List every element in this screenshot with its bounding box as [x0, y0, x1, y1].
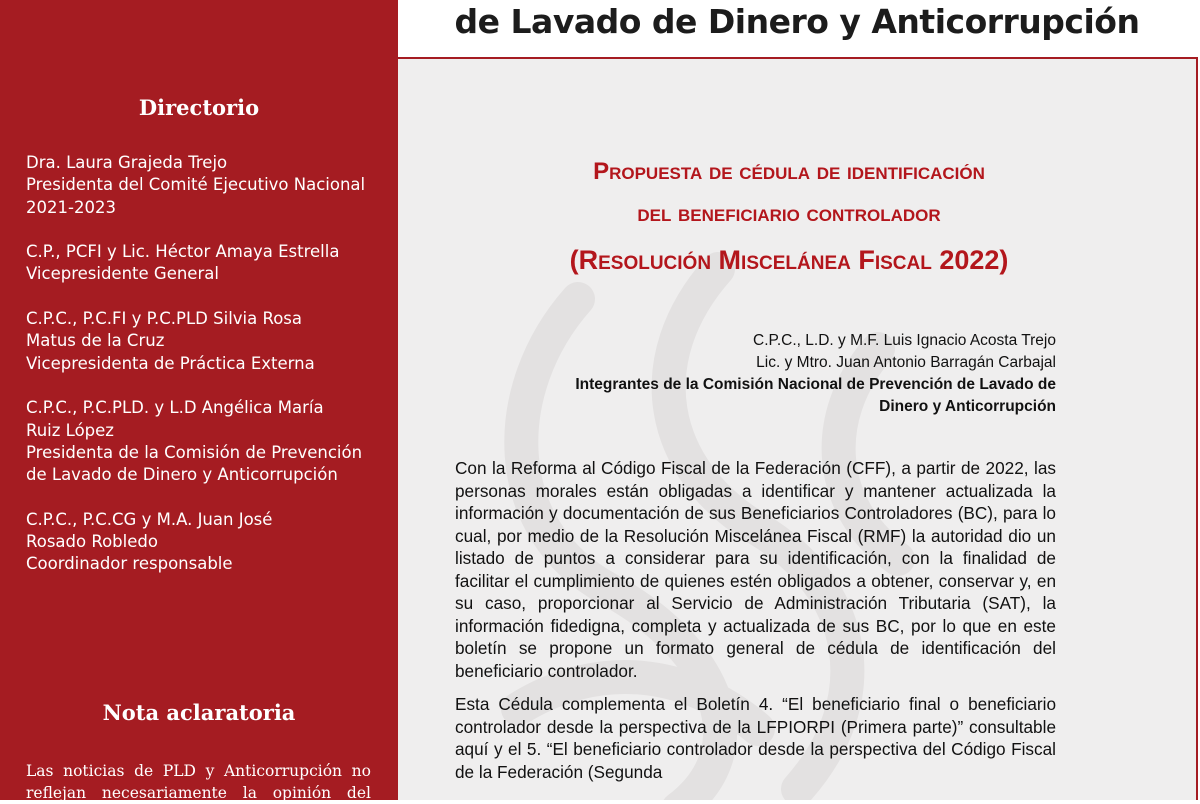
entry-name: C.P.C., P.C.CG y M.A. Juan José Rosado Robledo: [26, 509, 273, 552]
entry-role: Vicepresidenta de Práctica Externa: [26, 353, 315, 373]
entry-name: C.P.C., P.C.PLD. y L.D Angélica María Ruiz López: [26, 398, 324, 440]
document-title: [438, 151, 1140, 285]
paragraph: Esta Cédula complementa el Boletín 4. “El beneficiario final o beneficiario controlador desde la perspectiva de la LFPIORPI (Primera parte)” consultable aquí y el 5. “El beneficiario controlador desde la perspectiva del Código Fiscal de la Federación (Segunda: [455, 694, 1056, 782]
author-line: C.P.C., L.D. y M.F. Luis Ignacio Acosta Trejo: [753, 332, 1056, 349]
directory-entry: [26, 308, 386, 375]
nota-heading: Nota aclaratoria: [102, 700, 296, 725]
header: [398, 0, 1200, 57]
title-line: Propuesta de cédula de identificación: [593, 158, 985, 185]
title-line: (Resolución Miscelánea Fiscal 2022): [569, 245, 1009, 275]
authors-block: [458, 330, 1056, 418]
entry-role: Vicepresidente General: [26, 264, 219, 284]
entry-name: C.P.C., P.C.FI y P.C.PLD Silvia Rosa Matus de la Cruz: [26, 309, 303, 351]
author-line: Lic. y Mtro. Juan Antonio Barragán Carbajal: [756, 354, 1056, 371]
main-panel: [398, 57, 1198, 800]
body-text: [455, 457, 1056, 794]
affiliation-line: Integrantes de la Comisión Nacional de Prevención de Lavado de: [575, 376, 1056, 393]
nota-text: Las noticias de PLD y Anticorrupción no reflejan necesariamente la opinión del: [26, 762, 371, 802]
directory-entry: [26, 509, 386, 576]
directorio-heading: Directorio: [138, 95, 260, 120]
title-line: del beneficiario controlador: [637, 200, 941, 227]
directory-entry: [26, 152, 386, 219]
entry-name: C.P., PCFI y Lic. Héctor Amaya Estrella: [26, 242, 340, 262]
entry-role: Presidenta de la Comisión de Prevención de Lavado de Dinero y Anticorrupción: [26, 442, 363, 485]
directory-entry: [26, 397, 386, 486]
entry-role: Presidenta del Comité Ejecutivo Nacional 2021-2023: [26, 175, 366, 217]
affiliation-line: Dinero y Anticorrupción: [879, 398, 1056, 415]
entry-role: Coordinador responsable: [26, 554, 233, 574]
directory-entry: [26, 241, 386, 286]
paragraph: Con la Reforma al Código Fiscal de la Federación (CFF), a partir de 2022, las personas morales están obligadas a identificar y mantener actualizada la información y documentación de sus Beneficiarios Controladores (BC), para lo cual, por medio de la Resolución Miscelánea Fiscal (RMF) la autoridad dio un listado de puntos a considerar para su identificación, con la finalidad de facilitar el cumplimiento de quienes estén obligados a obtener, conservar y, en su caso, proporcionar al Servicio de Administración Tributaria (SAT), la información fidedigna, completa y actualizada de sus BC, por lo que en este boletín se propone un formato general de cédula de identificación del beneficiario controlador.: [455, 458, 1056, 681]
sidebar: [0, 0, 398, 800]
entry-name: Dra. Laura Grajeda Trejo: [26, 153, 228, 172]
directory-list: [26, 152, 386, 598]
header-title: de Lavado de Dinero y Anticorrupción: [454, 2, 1140, 41]
